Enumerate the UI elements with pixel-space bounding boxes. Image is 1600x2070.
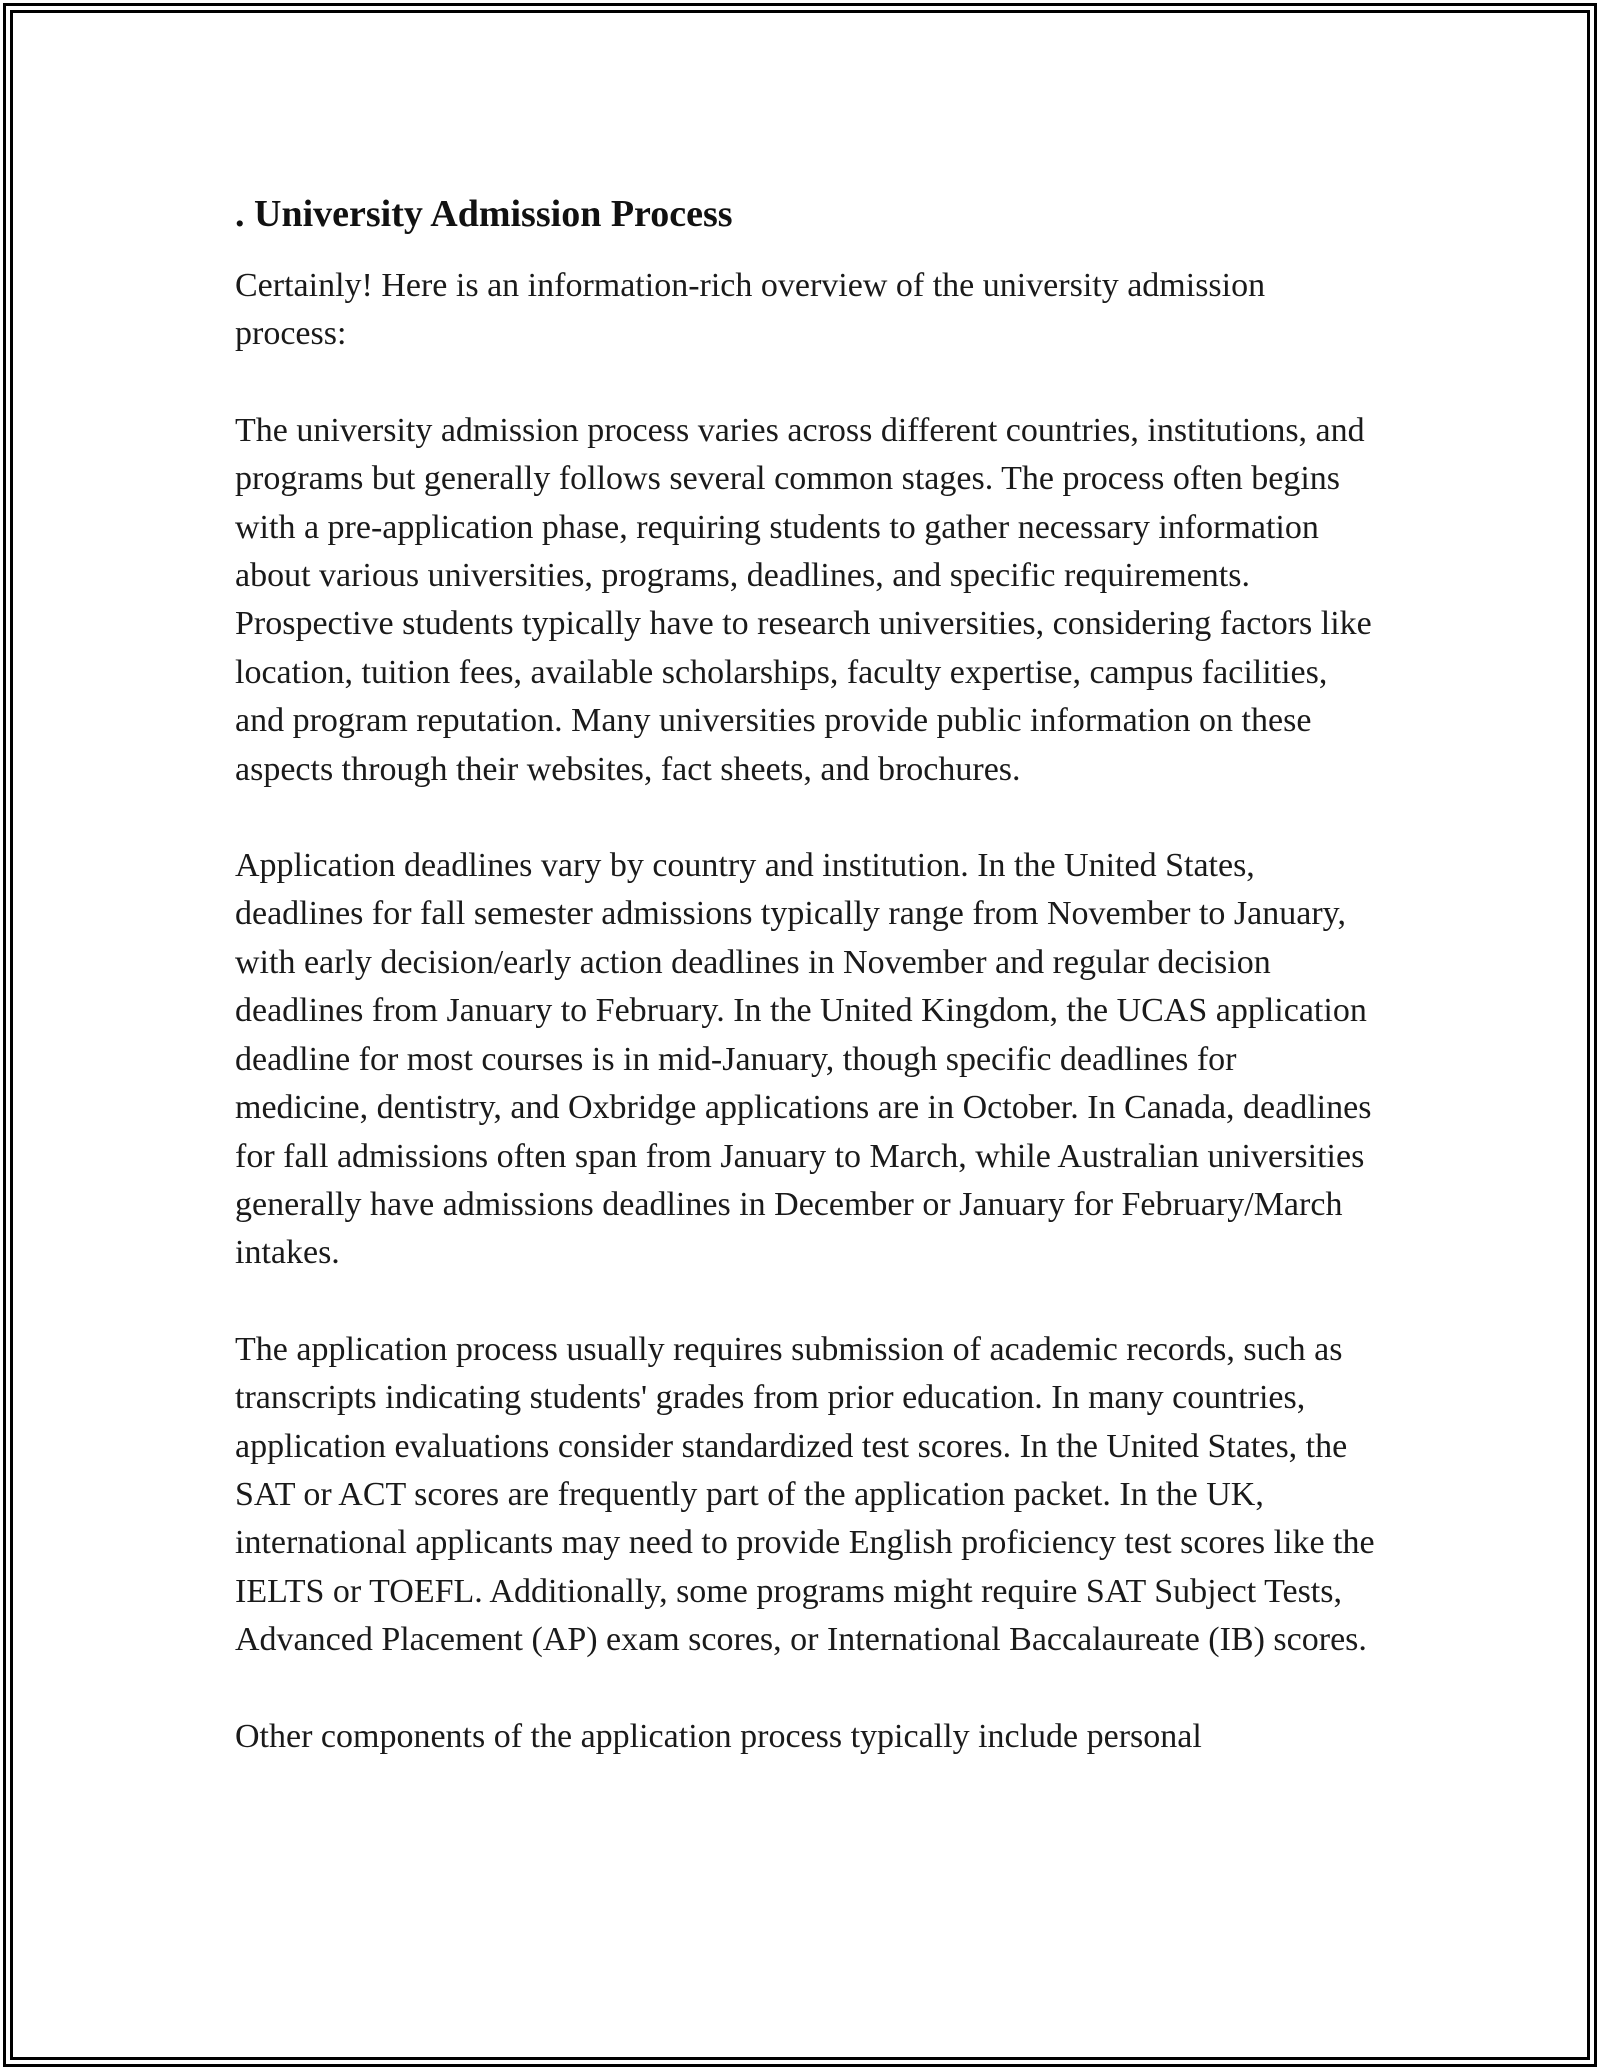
paragraph-overview: The university admission process varies across different countries, institutions, and programs but generally follows several common stages. The process often begins with a pre-application phase, requiring students to gather necessary information about various universities, programs, deadlines, and specific requirements. Prospective students typically have to research universities, considering factors like location, tuition fees, available scholarships, faculty expertise, campus facilities, and program reputation. Many universities provide public information on these aspects through their websites, fact sheets, and brochures. bbox=[235, 411, 1372, 788]
document-title: . University Admission Process bbox=[235, 193, 733, 235]
document-body bbox=[235, 188, 1375, 1761]
paragraph-intro: Certainly! Here is an information-rich overview of the university admission process: bbox=[235, 267, 1266, 353]
paragraph-other-components: Other components of the application process typically include personal bbox=[235, 1717, 1202, 1755]
paragraph-deadlines: Application deadlines vary by country and institution. In the United States, deadlines for fall semester admissions typically range from November to January, with early decision/early action deadlines in November and regular decision deadlines from January to February. In the United Kingdom, the UCAS application deadline for most courses is in mid-January, though specific deadlines for medicine, dentistry, and Oxbridge applications are in October. In Canada, deadlines for fall admissions often span from January to March, while Australian universities generally have admissions deadlines in December or January for February/March intakes. bbox=[235, 847, 1372, 1272]
paragraph-requirements: The application process usually requires submission of academic records, such as transcripts indicating students' grades from prior education. In many countries, application evaluations consider standardized test scores. In the United States, the SAT or ACT scores are frequently part of the application packet. In the UK, international applicants may need to provide English proficiency test scores like the IELTS or TOEFL. Additionally, some programs might require SAT Subject Tests, Advanced Placement (AP) exam scores, or International Baccalaureate (IB) scores. bbox=[235, 1330, 1375, 1659]
